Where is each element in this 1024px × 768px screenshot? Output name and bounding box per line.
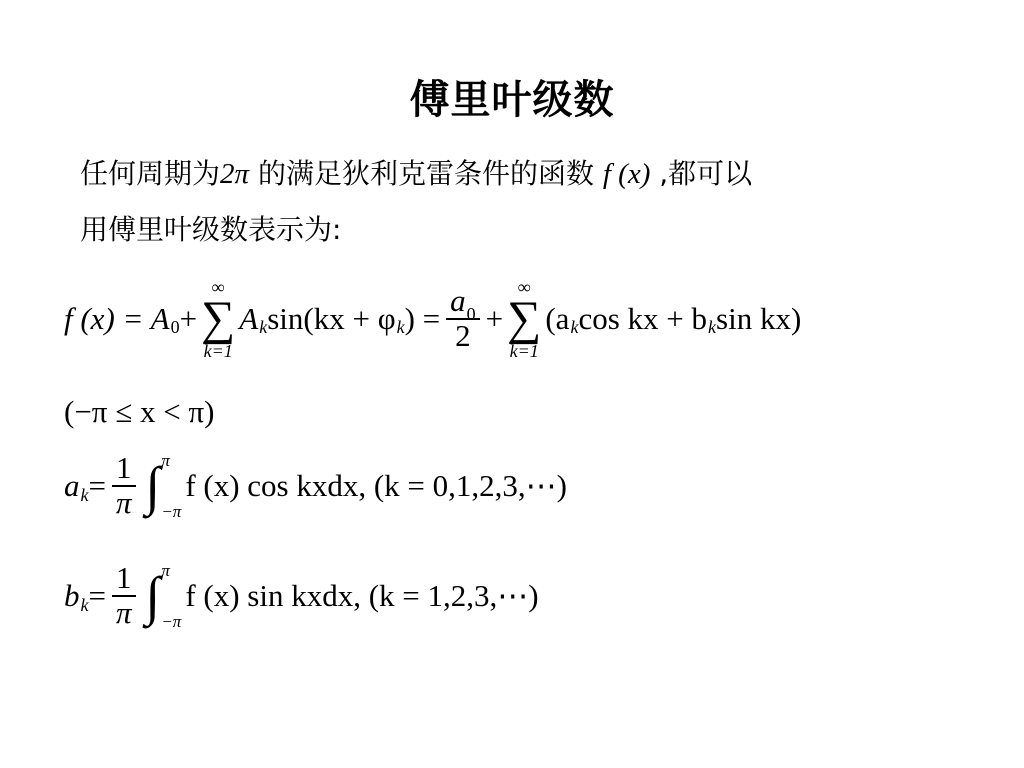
intro-line-1 <box>80 152 752 192</box>
A0-subscript: 0 <box>170 317 180 338</box>
domain-condition: (−π ≤ x < π) <box>64 394 215 429</box>
sum-lower-limit: k=1 <box>203 340 233 361</box>
fraction-denominator: π <box>115 595 132 630</box>
close-equals: ) = <box>404 300 441 336</box>
intro-text-3: ,都可以 <box>650 157 753 190</box>
series-lhs: f (x) = A <box>64 300 170 336</box>
plus-sign: + <box>485 300 504 336</box>
ak-open: (a <box>545 300 570 336</box>
phi-subscript: k <box>396 317 405 338</box>
integral <box>146 452 182 520</box>
integral-upper-limit: π <box>161 451 170 470</box>
plus-sign: + <box>179 300 198 336</box>
sum-upper-limit: ∞ <box>517 277 531 297</box>
sigma-symbol: ∑ <box>201 292 236 345</box>
Ak-subscript: k <box>259 317 268 338</box>
intro-text-2: 的满足狄利克雷条件的函数 <box>249 157 603 190</box>
intro-line-2: 用傅里叶级数表示为: <box>80 213 342 246</box>
cos-part: cos kx + b <box>578 300 708 336</box>
ak-body: f (x) cos kxdx, (k = 0,1,2,3,⋯) <box>185 468 567 503</box>
fraction-denominator: π <box>115 485 132 520</box>
equals-sign: = <box>88 468 106 503</box>
sin-part: sin(kx + φ <box>267 300 396 336</box>
a0-denominator: 2 <box>455 317 471 353</box>
integral-symbol: ∫ <box>145 566 161 626</box>
summation-2 <box>507 278 541 360</box>
intro-text-1: 任何周期为 <box>80 157 221 190</box>
sum-lower-limit: k=1 <box>509 340 539 361</box>
bk-subscript: k <box>708 317 717 338</box>
bk-coefficient-formula <box>64 562 539 630</box>
a0-numerator: a <box>450 283 466 319</box>
fourier-series-formula <box>64 278 801 360</box>
sin-tail: sin kx) <box>716 300 802 336</box>
one-over-pi <box>112 452 136 519</box>
a0-subscript: 0 <box>466 304 476 325</box>
integral-upper-limit: π <box>161 561 170 580</box>
sum-upper-limit: ∞ <box>211 277 225 297</box>
integral-symbol: ∫ <box>145 456 161 516</box>
ak-subscript: k <box>570 317 579 338</box>
ak-lhs: a <box>64 468 80 503</box>
bk-lhs-subscript: k <box>80 594 89 615</box>
integral-lower-limit: −π <box>161 502 182 521</box>
function-symbol: f (x) <box>602 158 651 190</box>
integral-lower-limit: −π <box>161 612 182 631</box>
summation-1 <box>201 278 235 360</box>
sigma-symbol: ∑ <box>507 292 542 345</box>
bk-lhs: b <box>64 578 80 613</box>
one-over-pi <box>112 562 136 629</box>
Ak-term: A <box>239 300 259 336</box>
fraction-numerator: 1 <box>116 450 132 486</box>
bk-body: f (x) sin kxdx, (k = 1,2,3,⋯) <box>185 578 539 613</box>
equals-sign: = <box>88 578 106 613</box>
ak-lhs-subscript: k <box>80 484 89 505</box>
a0-over-2 <box>446 285 480 352</box>
slide-title: 傅里叶级数 <box>409 77 615 123</box>
ak-coefficient-formula <box>64 452 567 520</box>
integral <box>146 562 182 630</box>
period-symbol: 2π <box>220 158 250 190</box>
fraction-numerator: 1 <box>116 560 132 596</box>
